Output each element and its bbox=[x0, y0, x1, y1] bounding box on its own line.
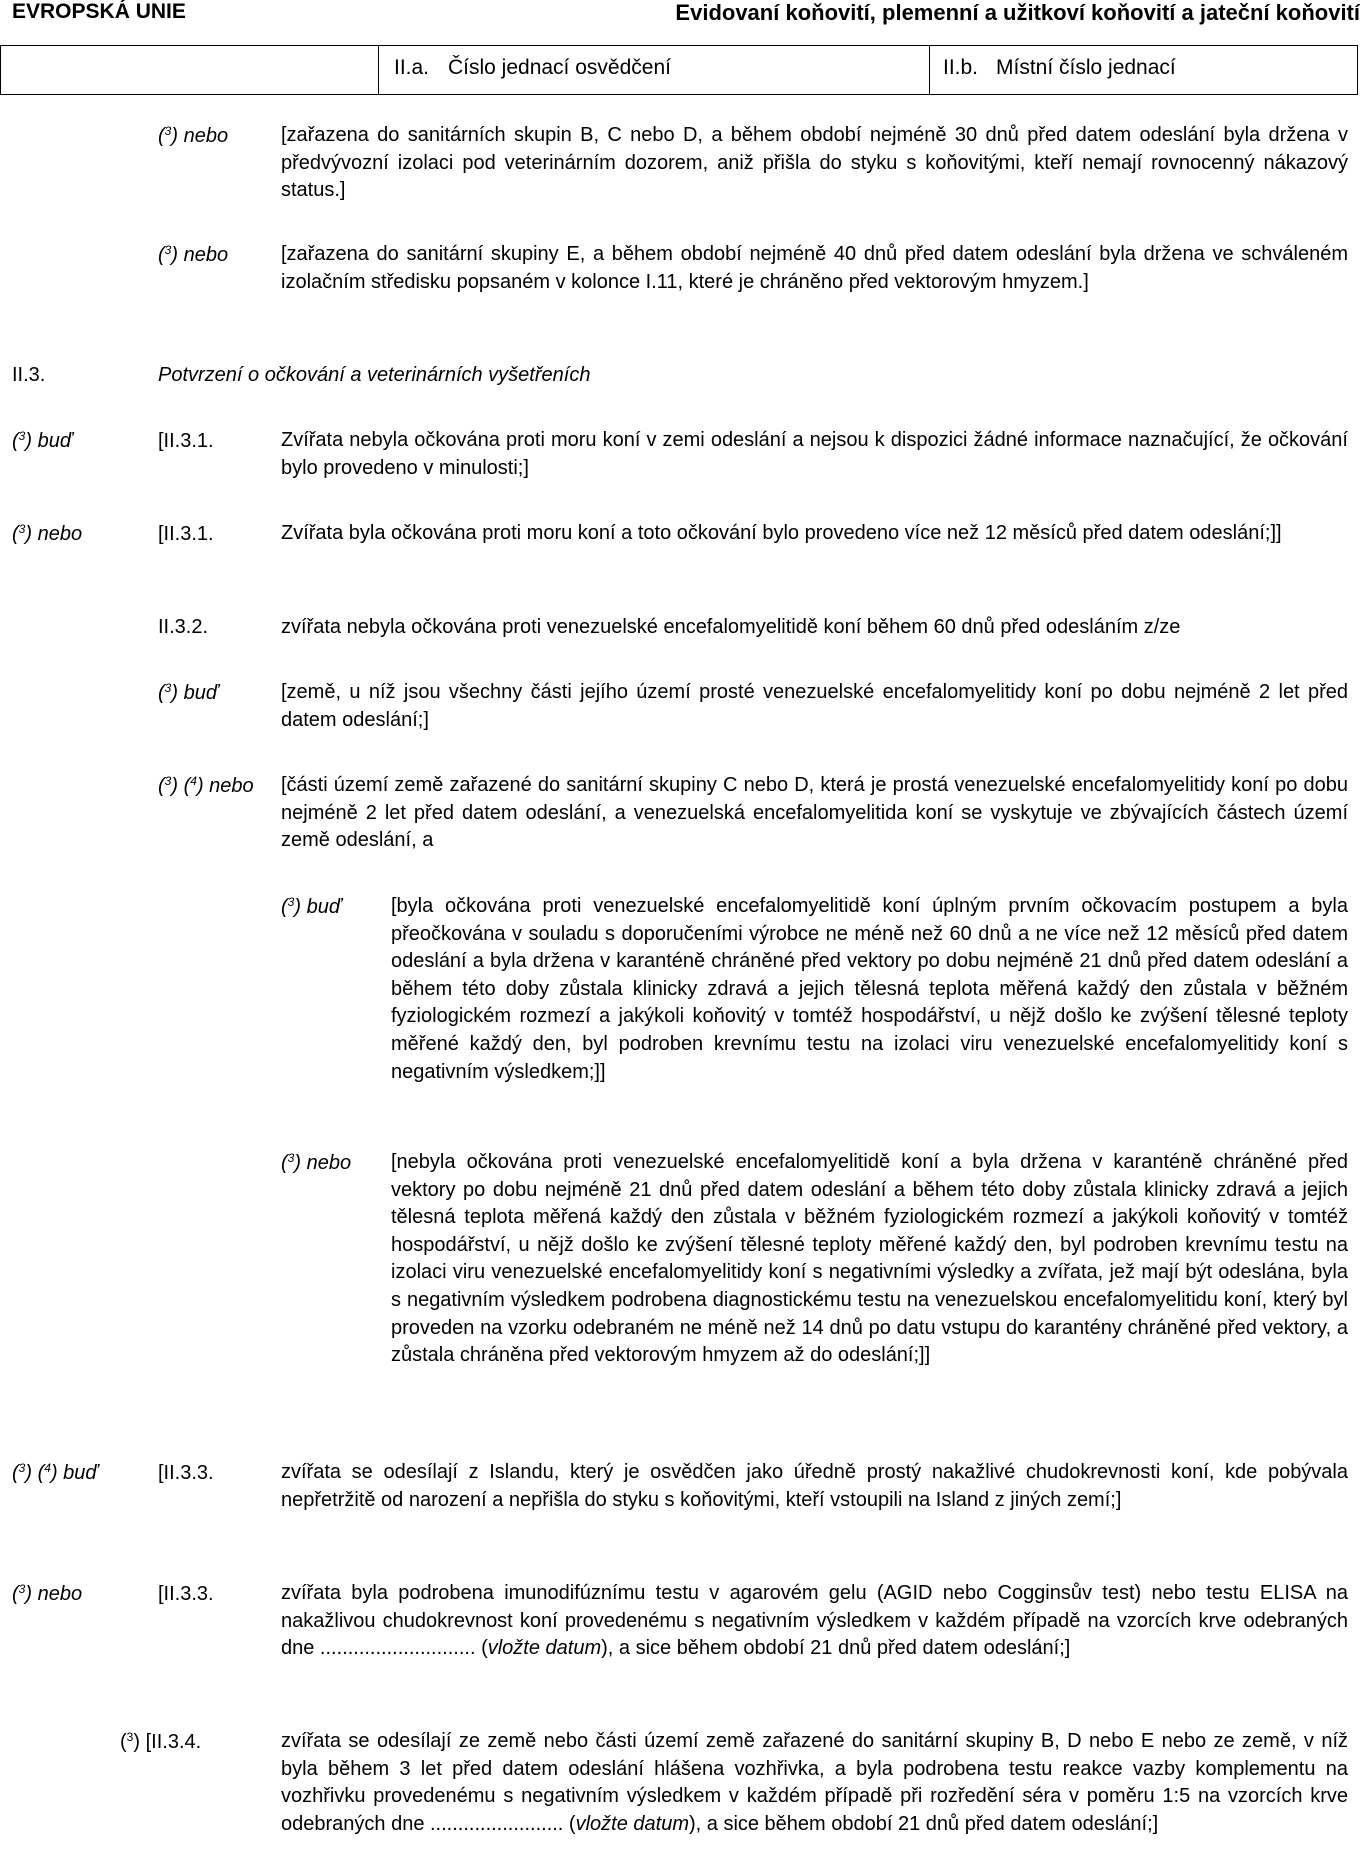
condition-marker: ($^3$) buď bbox=[12, 429, 73, 452]
ref-a-text: Číslo jednací osvědčení bbox=[448, 56, 671, 79]
condition-marker: ($^3$) nebo bbox=[158, 243, 229, 266]
date-placeholder-hint: vložte datum bbox=[575, 1812, 689, 1835]
condition-marker: ($^3$) buď bbox=[281, 895, 342, 918]
condition-marker: ($^3$) [II.3.4. bbox=[120, 1730, 202, 1753]
clause-number: [II.3.3. bbox=[158, 1583, 214, 1605]
ref-divider-right bbox=[929, 46, 930, 94]
reference-number-box bbox=[0, 45, 1358, 95]
section-title: Potvrzení o očkování a veterinárních vyšetřeních bbox=[158, 364, 591, 386]
ref-b-text: Místní číslo jednací bbox=[996, 56, 1176, 79]
paragraph-text-part: ), a sice během období 21 dnů před datem odeslání;] bbox=[601, 1637, 1071, 1660]
clause-number: [II.3.1. bbox=[158, 430, 214, 452]
ref-divider-left bbox=[378, 46, 379, 94]
paragraph-text: [byla očkována proti venezuelské encefalomyelitidě koní úplným prvním očkovacím postupem a byla přeočkována v souladu s doporučeními výrobce ne méně než 60 dnů a ne více než 12 měsíců před datem odeslání a byla držena v karanténě chráněné před vektory po dobu nejméně 21 dnů před datem odeslání a během této doby zůstala klinicky zdravá a jejich tělesná teplota měřená každý den zůstala v běžném fyziologickém rozmezí a jakýkoli koňovitý v tomtéž hospodářství, u nějž došlo ke zvýšení tělesné teploty měřené každý den, byl podroben krevnímu testu na izolaci viru venezuelské encefalomyelitidy koní s negativním výsledkem;]] bbox=[391, 895, 1348, 1083]
paragraph-text: zvířata se odesílají z Islandu, který je osvědčen jako úředně prostý nakažlivé chudokrevnosti koní, kde pobývala nepřetržitě od narození a nepřišla do styku s koňovitými, kteří vstoupili na Island z jiných zemí;] bbox=[281, 1461, 1348, 1511]
condition-marker: ($^3$) nebo bbox=[281, 1151, 352, 1174]
paragraph-text: [země, u níž jsou všechny části jejího území prosté venezuelské encefalomyelitidy koní po dobu nejméně 2 let před datem odeslání;] bbox=[281, 681, 1348, 731]
ref-b-label: II.b. bbox=[943, 56, 979, 79]
paragraph-text bbox=[281, 1728, 1348, 1838]
condition-marker: ($^3$) ($^4$) buď bbox=[12, 1461, 98, 1484]
date-placeholder-hint: vložte datum bbox=[487, 1637, 602, 1660]
paragraph-text: [zařazena do sanitárních skupin B, C nebo D, a během období nejméně 30 dnů před datem odeslání byla držena v předvývozní izolaci pod veterinárním dozorem, aniž přišla do styku s koňovitými, kteří nemají rovnocenný nákazový status.] bbox=[281, 124, 1348, 202]
header-left-title: EVROPSKÁ UNIE bbox=[12, 0, 186, 23]
condition-marker: ($^3$) buď bbox=[158, 681, 219, 704]
section-number: II.3. bbox=[12, 364, 46, 386]
paragraph-text: Zvířata nebyla očkována proti moru koní v zemi odeslání a nejsou k dispozici žádné informace naznačující, že očkování bylo provedeno v minulosti;] bbox=[281, 429, 1348, 479]
condition-marker: ($^3$) ($^4$) nebo bbox=[158, 774, 254, 797]
ref-a-label: II.a. bbox=[394, 56, 430, 79]
clause-number: II.3.2. bbox=[158, 616, 209, 638]
condition-marker: ($^3$) nebo bbox=[12, 522, 83, 545]
paragraph-text-part: ), a sice během období 21 dnů před datem odeslání;] bbox=[688, 1812, 1159, 1835]
header-right-title: Evidovaní koňovití, plemenní a užitkoví koňovití a jateční koňovití bbox=[675, 0, 1360, 25]
paragraph-text: [části území země zařazené do sanitární skupiny C nebo D, která je prostá venezuelské encefalomyelitidy koní po dobu nejméně 2 let před datem odeslání, a venezuelská encefalomyelitida koní se vyskytuje ve zbývajících částech území země odeslání, a bbox=[281, 774, 1348, 852]
paragraph-text: [zařazena do sanitární skupiny E, a během období nejméně 40 dnů před datem odeslání byla držena ve schváleném izolačním středisku popsaném v kolonce I.11, které je chráněno před vektorovým hmyzem.] bbox=[281, 243, 1348, 293]
paragraph-text-part: zvířata se odesílají ze země nebo části území země zařazené do sanitární skupiny B, D nebo E nebo ze země, v níž byla během 3 let před datem odeslání hlášena vozhřivka, a byla podrobena testu reakce vazby komplementu na vozhřivku provedenému s negativním výsledkem v každém případě při rozředění séra v poměru 1:5 na vzorcích krve odebraných dne ........................ ( bbox=[281, 1730, 1348, 1835]
paragraph-text: Zvířata byla očkována proti moru koní a toto očkování bylo provedeno více než 12 měsíců před datem odeslání;]] bbox=[281, 522, 1282, 544]
paragraph-text bbox=[281, 1580, 1348, 1663]
paragraph-text-part: zvířata byla podrobena imunodifúznímu testu v agarovém gelu (AGID nebo Cogginsův test) nebo testu ELISA na nakažlivou chudokrevnost koní provedenému s negativním výsledkem v každém případě na vzorcích krve odebraných dne ............................ ( bbox=[281, 1582, 1348, 1660]
clause-number: [II.3.1. bbox=[158, 523, 214, 545]
condition-marker: ($^3$) nebo bbox=[158, 124, 229, 147]
paragraph-text: zvířata nebyla očkována proti venezuelské encefalomyelitidě koní během 60 dnů před odesláním z/ze bbox=[281, 616, 1181, 638]
paragraph-text: [nebyla očkována proti venezuelské encefalomyelitidě koní a byla držena v karanténě chráněné před vektory po dobu nejméně 21 dnů před datem odeslání a během této doby zůstala klinicky zdravá a jejich tělesná teplota měřená každý den zůstala v běžném fyziologickém rozmezí a jakýkoli koňovitý v tomtéž hospodářství, u nějž došlo ke zvýšení tělesné teploty měřené každý den, byl podroben krevnímu testu na izolaci viru venezuelské encefalomyelitidy koní s negativními výsledky a zvířata, jež mají být odeslána, byla s negativním výsledkem podrobena diagnostickému testu na venezuelskou encefalomyelitidu koní, který byl proveden na vzorku odebraném ne méně než 14 dnů po datu vstupu do karantény chráněné před vektory, a zůstala chráněna před vektorovým hmyzem až do odeslání;]] bbox=[391, 1151, 1348, 1367]
condition-marker: ($^3$) nebo bbox=[12, 1582, 83, 1605]
clause-number: [II.3.3. bbox=[158, 1462, 214, 1484]
